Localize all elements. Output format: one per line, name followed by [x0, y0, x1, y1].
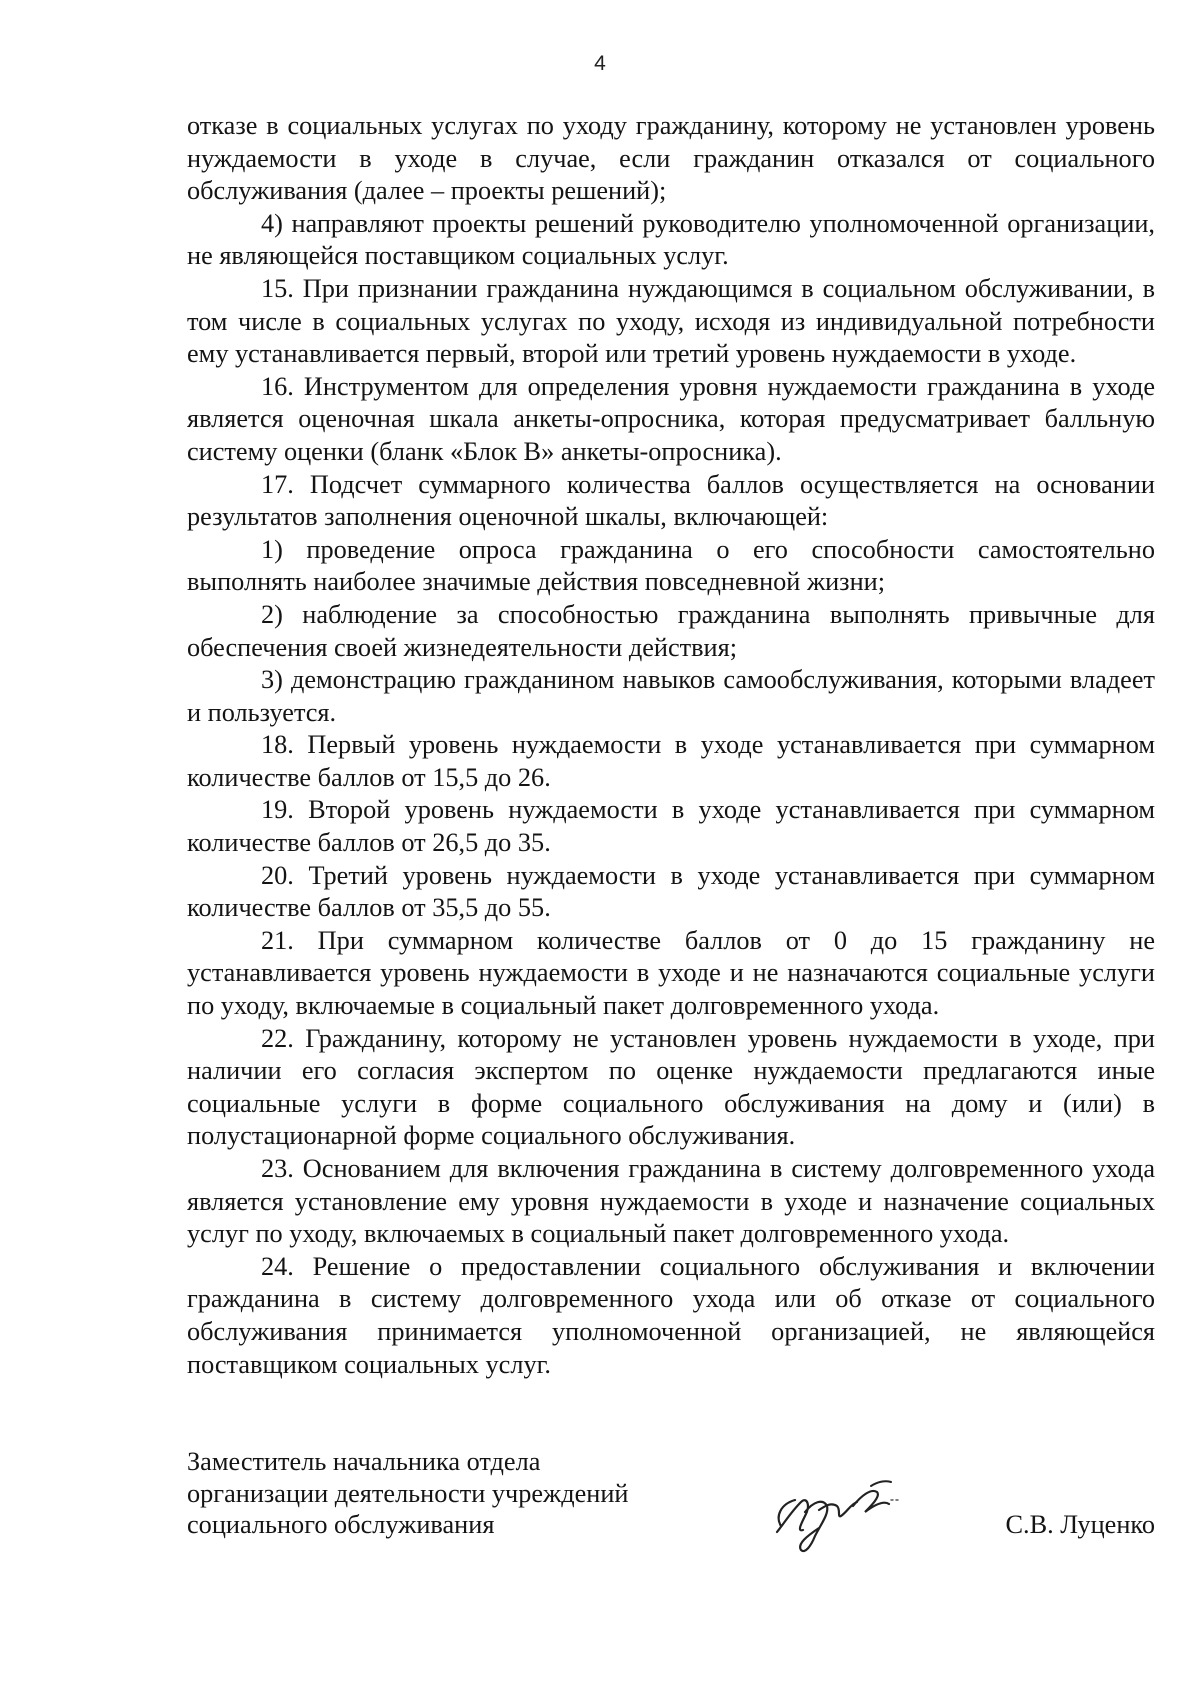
- document-body: [187, 110, 1155, 1381]
- paragraph: 16. Инструментом для определения уровня нуждаемости гражданина в уходе является оценочная шкала анкеты-опросника, которая предусматривает балльную систему оценки (бланк «Блок В» анкеты-опросника).: [187, 371, 1155, 466]
- signatory-name: С.В. Луценко: [1005, 1510, 1155, 1539]
- handwritten-signature: [767, 1466, 917, 1556]
- paragraph: 15. При признании гражданина нуждающимся в социальном обслуживании, в том числе в социальных услугах по уходу, исходя из индивидуальной потребности ему устанавливается первый, второй или третий уровень нуждаемости в уходе.: [187, 273, 1155, 369]
- paragraph: 1) проведение опроса гражданина о его способности самостоятельно выполнять наиболее значимые действия повседневной жизни;: [187, 534, 1155, 597]
- paragraph: 23. Основанием для включения гражданина в систему долговременного ухода является установление ему уровня нуждаемости в уходе и назначение социальных услуг по уходу, включаемых в социальный пакет долговременного ухода.: [187, 1154, 1155, 1249]
- paragraph: 21. При суммарном количестве баллов от 0 до 15 гражданину не устанавливается уровень нуждаемости в уходе и не назначаются социальные услуги по уходу, включаемые в социальный пакет долговременного ухода.: [187, 925, 1155, 1021]
- paragraph: 18. Первый уровень нуждаемости в уходе устанавливается при суммарном количестве баллов от 15,5 до 26.: [187, 730, 1155, 792]
- paragraph: 22. Гражданину, которому не установлен уровень нуждаемости в уходе, при наличии его согласия экспертом по оценке нуждаемости предлагаются иные социальные услуги в форме социального обслуживания на дому и (или) в полустационарной форме социального обслуживания.: [187, 1023, 1155, 1151]
- page-number: 4: [594, 52, 606, 75]
- signatory-position-line: Заместитель начальника отдела: [187, 1447, 541, 1476]
- signatory-position: [187, 1446, 629, 1541]
- paragraph: 3) демонстрацию гражданином навыков самообслуживания, которыми владеет и пользуется.: [187, 665, 1155, 727]
- paragraph: 4) направляют проекты решений руководителю уполномоченной организации, не являющейся поставщиком социальных услуг.: [187, 208, 1155, 271]
- paragraph: отказе в социальных услугах по уходу гражданину, которому не установлен уровень нуждаемости в уходе в случае, если гражданин отказался от социального обслуживания (далее – проекты решений);: [187, 111, 1155, 206]
- paragraph: 17. Подсчет суммарного количества баллов осуществляется на основании результатов заполнения оценочной шкалы, включающей:: [187, 469, 1155, 532]
- paragraph: 20. Третий уровень нуждаемости в уходе устанавливается при суммарном количестве баллов от 35,5 до 55.: [187, 860, 1155, 923]
- signature-block: [187, 1446, 1155, 1556]
- paragraph: 19. Второй уровень нуждаемости в уходе устанавливается при суммарном количестве баллов от 26,5 до 35.: [187, 795, 1155, 858]
- signatory-position-line: социального обслуживания: [187, 1510, 495, 1539]
- paragraph: 2) наблюдение за способностью гражданина выполнять привычные для обеспечения своей жизнедеятельности действия;: [187, 599, 1155, 662]
- paragraph: 24. Решение о предоставлении социального обслуживания и включении гражданина в систему долговременного ухода или об отказе от социального обслуживания принимается уполномоченной организацией, не являющейся поставщиком социальных услуг.: [187, 1251, 1155, 1379]
- signatory-position-line: организации деятельности учреждений: [187, 1478, 629, 1508]
